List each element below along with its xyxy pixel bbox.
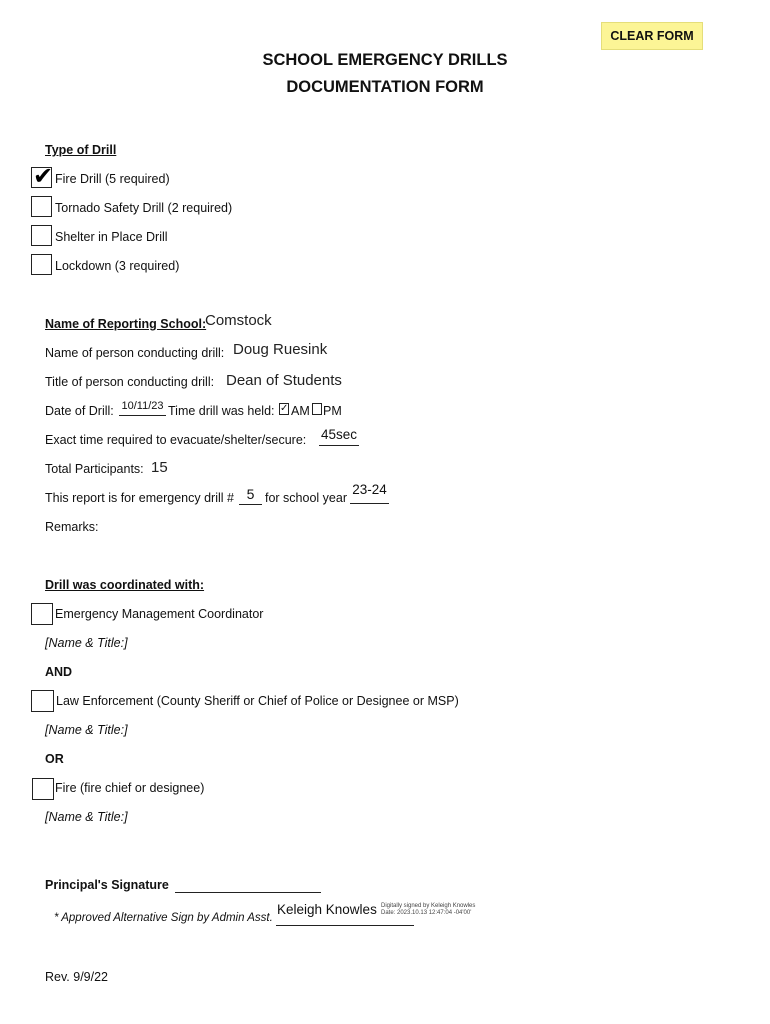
- person-title-label: Title of person conducting drill:: [45, 375, 215, 389]
- person-name-label: Name of person conducting drill:: [45, 346, 225, 360]
- emergency-management-name-title[interactable]: [Name & Title:]: [45, 636, 128, 650]
- principal-signature-label: Principal's Signature: [45, 878, 169, 892]
- drill-date-field[interactable]: 10/11/23: [119, 400, 166, 416]
- drill-number-field[interactable]: 5: [239, 486, 262, 505]
- signer-name: Keleigh Knowles: [277, 902, 377, 917]
- checkmark-icon: ✔: [33, 163, 54, 190]
- person-title-field[interactable]: Dean of Students: [226, 372, 342, 389]
- fire-label: Fire (fire chief or designee): [55, 781, 205, 795]
- option-tornado-drill-label: Tornado Safety Drill (2 required): [55, 201, 233, 215]
- checkmark-icon: ✓: [280, 403, 289, 414]
- option-lockdown-drill-label: Lockdown (3 required): [55, 259, 180, 273]
- and-label: AND: [45, 665, 73, 679]
- exact-time-label: Exact time required to evacuate/shelter/secure:: [45, 433, 307, 447]
- form-title-line2: DOCUMENTATION FORM: [286, 78, 484, 96]
- pm-label: PM: [323, 404, 342, 418]
- pm-checkbox[interactable]: [312, 403, 322, 415]
- digital-signature-line2: Date: 2023.10.13 12:47:04 -04'00': [381, 910, 472, 916]
- school-year-label: for school year: [265, 491, 347, 505]
- coordination-heading: Drill was coordinated with:: [45, 578, 205, 592]
- checkbox-lockdown-drill[interactable]: [31, 254, 52, 275]
- drill-date-label: Date of Drill:: [45, 404, 114, 418]
- option-shelter-drill-label: Shelter in Place Drill: [55, 230, 168, 244]
- am-label: AM: [291, 404, 310, 418]
- checkbox-tornado-drill[interactable]: [31, 196, 52, 217]
- principal-signature-field[interactable]: [175, 878, 321, 893]
- school-year-field[interactable]: 23-24: [350, 482, 389, 504]
- drill-time-label: Time drill was held:: [168, 404, 275, 418]
- emergency-management-label: Emergency Management Coordinator: [55, 607, 264, 621]
- school-name-label: Name of Reporting School:: [45, 317, 207, 331]
- alt-signature-label: * Approved Alternative Sign by Admin Asst.: [54, 912, 273, 924]
- clear-form-button[interactable]: CLEAR FORM: [601, 22, 703, 50]
- checkbox-fire-drill[interactable]: [31, 163, 54, 190]
- checkbox-law-enforcement[interactable]: [31, 690, 54, 712]
- participants-label: Total Participants:: [45, 462, 144, 476]
- or-label: OR: [45, 752, 64, 766]
- law-enforcement-name-title[interactable]: [Name & Title:]: [45, 723, 128, 737]
- am-checkbox[interactable]: [279, 403, 289, 415]
- remarks-label: Remarks:: [45, 520, 99, 534]
- checkbox-fire[interactable]: [32, 778, 54, 800]
- drill-type-heading: Type of Drill: [45, 143, 117, 157]
- participants-field[interactable]: 15: [151, 459, 168, 476]
- school-name-field[interactable]: Comstock: [205, 312, 272, 329]
- option-fire-drill-label: Fire Drill (5 required): [55, 172, 170, 186]
- revision-label: Rev. 9/9/22: [45, 970, 109, 984]
- form-title-line1: SCHOOL EMERGENCY DRILLS: [262, 51, 508, 69]
- exact-time-field[interactable]: 45sec: [319, 427, 359, 446]
- fire-name-title[interactable]: [Name & Title:]: [45, 810, 128, 824]
- digital-signature-line1: Digitally signed by Keleigh Knowles: [381, 903, 476, 909]
- law-enforcement-label: Law Enforcement (County Sheriff or Chief of Police or Designee or MSP): [56, 694, 459, 708]
- person-name-field[interactable]: Doug Ruesink: [233, 341, 328, 358]
- checkbox-emergency-management[interactable]: [31, 603, 53, 625]
- checkbox-shelter-drill[interactable]: [31, 225, 52, 246]
- drill-number-label: This report is for emergency drill #: [45, 491, 234, 505]
